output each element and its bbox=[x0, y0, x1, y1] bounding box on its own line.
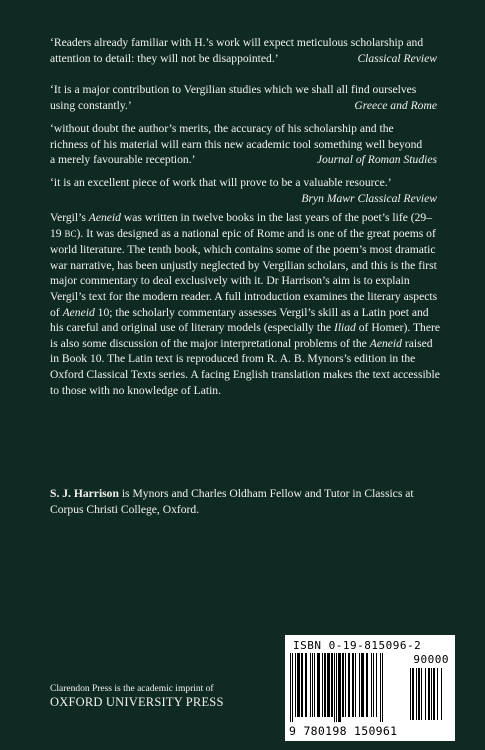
review-quote-2 bbox=[50, 82, 437, 113]
quote-source: Greece and Rome bbox=[354, 98, 437, 112]
blurb-era-smallcaps: BC bbox=[64, 228, 77, 239]
quote-text-line: using constantly.’ bbox=[50, 98, 132, 112]
blurb-title-italic: Aeneid bbox=[88, 211, 121, 224]
quote-text-line: a merely favourable reception.’ bbox=[50, 153, 196, 167]
barcode-box bbox=[285, 635, 455, 741]
review-quote-1 bbox=[50, 35, 437, 66]
ean-number: 9 780198 150961 bbox=[289, 724, 398, 738]
blurb-title-italic: Aeneid bbox=[62, 305, 95, 319]
review-quote-3 bbox=[50, 121, 437, 168]
price-barcode-icon bbox=[409, 668, 449, 722]
author-name: S. J. Harrison bbox=[50, 487, 119, 500]
quote-text-line: ‘It is a major contribution to Vergilian studies which we shall all find ourselves bbox=[50, 83, 417, 96]
blurb-text: raised in Book 10. The Latin text is reproduced from R. A. B. Mynors’s edition in the Oxford Classical Texts series. A facing English translation makes the text accessible to those with no knowledge of Latin. bbox=[50, 336, 440, 397]
author-bio bbox=[50, 486, 442, 517]
author-bio-text: is Mynors and Charles Oldham Fellow and Tutor in Classics at Corpus Christi College, Oxford. bbox=[50, 487, 414, 516]
quote-text-line: ‘without doubt the author’s merits, the accuracy of his scholarship and the bbox=[50, 122, 394, 135]
review-quote-4 bbox=[50, 175, 437, 206]
quote-source: Journal of Roman Studies bbox=[316, 153, 437, 167]
imprint-line: Clarendon Press is the academic imprint of bbox=[50, 684, 214, 694]
ean-barcode-icon bbox=[289, 653, 409, 725]
blurb-text: was written in twelve books in the last years of the poet’s life (29–19 bbox=[50, 211, 432, 240]
quote-source: Classical Review bbox=[357, 51, 437, 65]
blurb-title-italic: Aeneid bbox=[369, 336, 402, 350]
isbn-label: ISBN 0-19-815096-2 bbox=[293, 639, 422, 652]
publisher-imprint bbox=[50, 683, 270, 709]
quote-text-line: ‘Readers already familiar with H.’s work will expect meticulous scholarship and bbox=[50, 36, 424, 49]
blurb-text: of Homer). There is also some discussion of the major interpretational problems of the bbox=[50, 321, 440, 350]
quote-text-line: ‘it is an excellent piece of work that will prove to be a valuable resource.’ bbox=[50, 176, 392, 189]
publisher-name: OXFORD UNIVERSITY PRESS bbox=[50, 695, 224, 709]
quote-text-line: richness of his material will earn this new academic tool something well beyond bbox=[50, 137, 423, 151]
price-code: 90000 bbox=[413, 653, 449, 666]
blurb-title-italic: Iliad bbox=[333, 321, 356, 335]
blurb-text: ). It was designed as a national epic of Rome and is one of the great poems of world literature. The tenth book, which contains some of the poem’s most dramatic war narrative, has been unjustly neglected by Vergilian scholars, and this is the first major commentary to deal exclusively with it. Dr Harrison’s aim is to explain Vergil’s text for the modern reader. A full introduction examines the literary aspects of bbox=[50, 226, 438, 319]
book-description bbox=[50, 210, 442, 398]
blurb-text: 10; the scholarly commentary assesses Vergil’s skill as a Latin poet and his careful and original use of literary models (especially the bbox=[50, 305, 429, 335]
blurb-text: Vergil’s bbox=[50, 211, 89, 224]
quote-text-line: attention to detail: they will not be disappointed.’ bbox=[50, 51, 279, 65]
quote-source: Bryn Mawr Classical Review bbox=[301, 191, 437, 205]
